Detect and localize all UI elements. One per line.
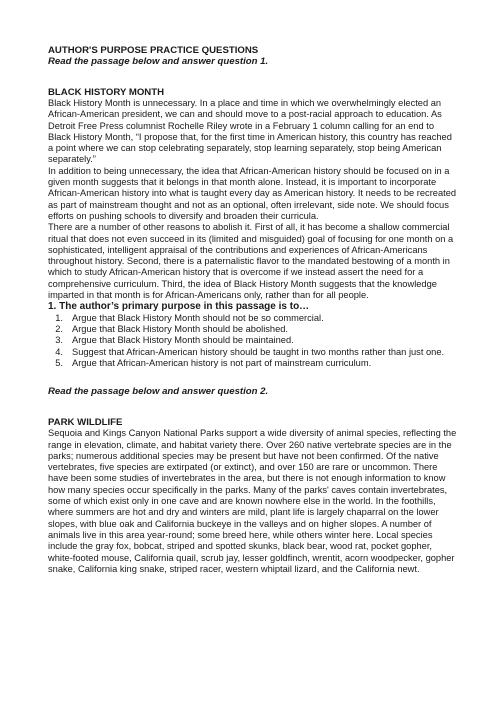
choice-number: 5. [55, 357, 63, 368]
passage-2-title: PARK WILDLIFE [48, 417, 123, 429]
choice-text: Argue that Black History Month should be maintained. [72, 335, 294, 346]
choice-number: 1. [55, 312, 63, 323]
choice-text: Argue that Black History Month should not be so commercial. [72, 312, 324, 323]
answer-choice[interactable] [48, 313, 458, 324]
passage-1-paragraph: In addition to being unnecessary, the idea that African-American history should be focused on in a given month suggests that it belongs in that month alone. Instead, it is important to incorporate African-American history into what is taught every day as American history. It needs to be recreated as part of mainstream thought and not as an optional, often irrelevant, side note. We should focus efforts on pushing schools to diversify and broaden their curricula. [48, 165, 457, 221]
choice-text: Argue that African-American history is not part of mainstream curriculum. [72, 357, 372, 368]
instruction-question-2: Read the passage below and answer question 2. [48, 386, 269, 398]
question-1-prompt: 1. The author’s primary purpose in this passage is to… [48, 301, 310, 313]
choice-number: 4. [55, 346, 63, 357]
document-title: AUTHOR'S PURPOSE PRACTICE QUESTIONS [48, 45, 259, 56]
instruction-question-1: Read the passage below and answer question 1. [48, 56, 269, 67]
passage-1-title: BLACK HISTORY MONTH [48, 87, 165, 98]
choice-text: Suggest that African-American history should be taught in two months rather than just one. [72, 346, 445, 357]
answer-choice[interactable] [48, 335, 458, 346]
choice-number: 2. [55, 324, 63, 335]
answer-choice[interactable] [48, 347, 458, 358]
passage-2-paragraph: Sequoia and Kings Canyon National Parks support a wide diversity of animal species, reflecting the range in elevation, climate, and habitat variety there. Over 260 native vertebrate species are in the parks; numerous additional species may be present but have not been confirmed. Of the native vertebrates, five species are extirpated (or extinct), and over 150 are rare or uncommon. There have been some studies of invertebrates in the area, but there is not enough information to know how many species occur specifically in the parks. Many of the parks' caves contain invertebrates, some of which exist only in one cave and are known nowhere else in the world. In the foothills, where summers are hot and dry and winters are mild, plant life is largely chaparral on the lower slopes, with blue oak and California buckeye in the valleys and on higher slopes. A number of animals live in this area year-round; some breed here, while others winter here. Local species include the gray fox, bobcat, striped and spotted skunks, black bear, wood rat, pocket gopher, white-footed mouse, California quail, scrub jay, lesser goldfinch, wrentit, acorn woodpecker, gopher snake, California king snake, striped racer, western whiptail lizard, and the California newt. [48, 428, 457, 574]
answer-choice[interactable] [48, 358, 458, 369]
document-page [48, 45, 458, 575]
passage-1-paragraph: There are a number of other reasons to abolish it. First of all, it has become a shallow commercial ritual that does not even succeed in its (limited and misguided) goal of focusing for one month on a sophisticated, intelligent appraisal of the contributions and experiences of African-Americans throughout history. Second, there is a paternalistic flavor to the mandated bestowing of a month in which to study African-American history that is overcome if we instead assert the need for a comprehensive curriculum. Third, the idea of Black History Month suggests that the knowledge imparted in that month is for African-Americans only, rather than for all people. [48, 222, 454, 301]
passage-1-paragraph: Black History Month is unnecessary. In a place and time in which we overwhelmingly elected an African-American president, we can and should move to a post-racial approach to education. As Detroit Free Press columnist Rochelle Riley wrote in a February 1 column calling for an end to Black History Month, “I propose that, for the first time in American history, this country has reached a point where we can stop celebrating separately, stop learning separately, stop being American separately.” [48, 98, 452, 165]
question-1-choices [48, 313, 458, 369]
answer-choice[interactable] [48, 324, 458, 335]
choice-text: Argue that Black History Month should be abolished. [72, 324, 289, 335]
choice-number: 3. [55, 335, 63, 346]
